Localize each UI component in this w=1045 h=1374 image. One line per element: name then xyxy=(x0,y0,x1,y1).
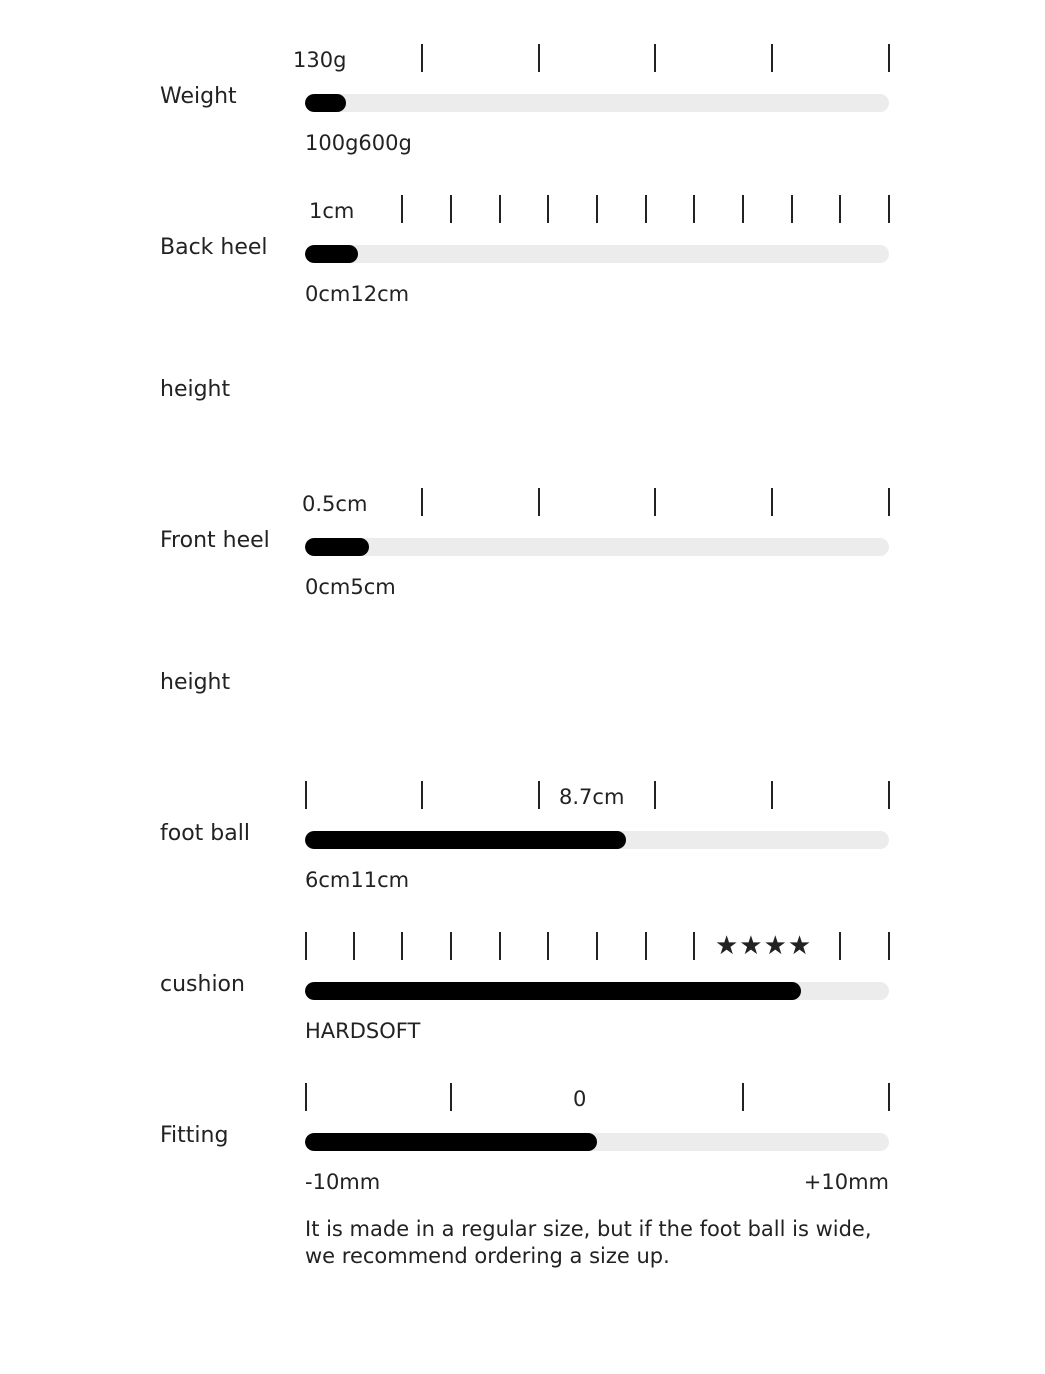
tick xyxy=(421,781,423,809)
tick xyxy=(654,488,656,516)
fitting-range-min: -10mm xyxy=(305,1170,381,1194)
foot-ball-range-min: 6cm xyxy=(305,868,351,892)
tick xyxy=(888,932,890,960)
front-heel-value: 0.5cm xyxy=(302,492,368,516)
cushion-bar-fill xyxy=(305,982,801,1000)
weight-bar xyxy=(305,94,889,112)
front-heel-label: Front heel xyxy=(160,528,270,553)
foot-ball-range xyxy=(305,867,889,893)
tick xyxy=(499,932,501,960)
fitting-value: 0 xyxy=(573,1087,587,1111)
cushion-range-max: SOFT xyxy=(365,1019,421,1043)
tick xyxy=(791,195,793,223)
fitting-range xyxy=(305,1169,889,1195)
tick xyxy=(888,195,890,223)
back-heel-label-extra: height xyxy=(160,377,231,402)
tick xyxy=(353,932,355,960)
weight-label: Weight xyxy=(160,84,237,109)
cushion-range-min: HARD xyxy=(305,1019,366,1043)
front-heel-bar xyxy=(305,538,889,556)
back-heel-range-max: 12cm xyxy=(350,282,410,306)
tick xyxy=(547,195,549,223)
cushion-label: cushion xyxy=(160,972,245,997)
back-heel-bar-fill xyxy=(305,245,358,263)
tick xyxy=(693,932,695,960)
size-note: It is made in a regular size, but if the foot ball is wide, we recommend ordering a size up. xyxy=(305,1217,872,1268)
front-heel-ticks xyxy=(302,488,889,516)
tick xyxy=(645,932,647,960)
weight-range xyxy=(305,130,889,156)
tick xyxy=(547,932,549,960)
tick xyxy=(305,1083,307,1111)
foot-ball-bar-fill xyxy=(305,831,626,849)
tick xyxy=(538,781,540,809)
weight-range-min: 100g xyxy=(305,131,359,155)
cushion-star-rating: ★★★★ xyxy=(715,931,813,961)
tick xyxy=(305,932,307,960)
weight-value: 130g xyxy=(293,48,347,72)
tick xyxy=(538,44,540,72)
tick xyxy=(538,488,540,516)
tick xyxy=(421,44,423,72)
tick xyxy=(421,488,423,516)
tick xyxy=(839,932,841,960)
tick xyxy=(888,44,890,72)
foot-ball-value: 8.7cm xyxy=(559,785,625,809)
fitting-ticks xyxy=(305,1083,889,1111)
tick xyxy=(450,1083,452,1111)
front-heel-range xyxy=(305,574,889,600)
tick xyxy=(888,1083,890,1111)
foot-ball-ticks xyxy=(305,781,889,809)
tick xyxy=(401,932,403,960)
front-heel-range-max: 5cm xyxy=(350,575,396,599)
tick xyxy=(839,195,841,223)
fitting-bar-fill xyxy=(305,1133,597,1151)
back-heel-label: Back heel xyxy=(160,235,268,260)
tick xyxy=(742,1083,744,1111)
tick xyxy=(888,488,890,516)
foot-ball-range-max: 11cm xyxy=(350,868,410,892)
weight-ticks xyxy=(293,44,889,72)
cushion-range xyxy=(305,1018,889,1044)
foot-ball-label: foot ball xyxy=(160,821,250,846)
front-heel-label-extra: height xyxy=(160,670,231,695)
tick xyxy=(305,781,307,809)
tick xyxy=(401,195,403,223)
tick xyxy=(693,195,695,223)
tick xyxy=(450,195,452,223)
tick xyxy=(596,932,598,960)
tick xyxy=(596,195,598,223)
tick xyxy=(654,781,656,809)
cushion-bar xyxy=(305,982,889,1000)
tick xyxy=(888,781,890,809)
tick xyxy=(450,932,452,960)
tick xyxy=(499,195,501,223)
tick xyxy=(654,44,656,72)
back-heel-value: 1cm xyxy=(309,199,355,223)
front-heel-bar-fill xyxy=(305,538,369,556)
fitting-range-max: +10mm xyxy=(803,1170,889,1194)
fitting-bar xyxy=(305,1133,889,1151)
weight-bar-fill xyxy=(305,94,346,112)
foot-ball-bar xyxy=(305,831,889,849)
fitting-label: Fitting xyxy=(160,1123,229,1148)
cushion-ticks xyxy=(305,932,889,960)
back-heel-bar xyxy=(305,245,889,263)
back-heel-ticks xyxy=(305,195,889,223)
tick xyxy=(742,195,744,223)
tick xyxy=(645,195,647,223)
back-heel-range-min: 0cm xyxy=(305,282,351,306)
front-heel-range-min: 0cm xyxy=(305,575,351,599)
back-heel-range xyxy=(305,281,889,307)
weight-range-max: 600g xyxy=(358,131,412,155)
tick xyxy=(771,488,773,516)
tick xyxy=(771,44,773,72)
tick xyxy=(771,781,773,809)
